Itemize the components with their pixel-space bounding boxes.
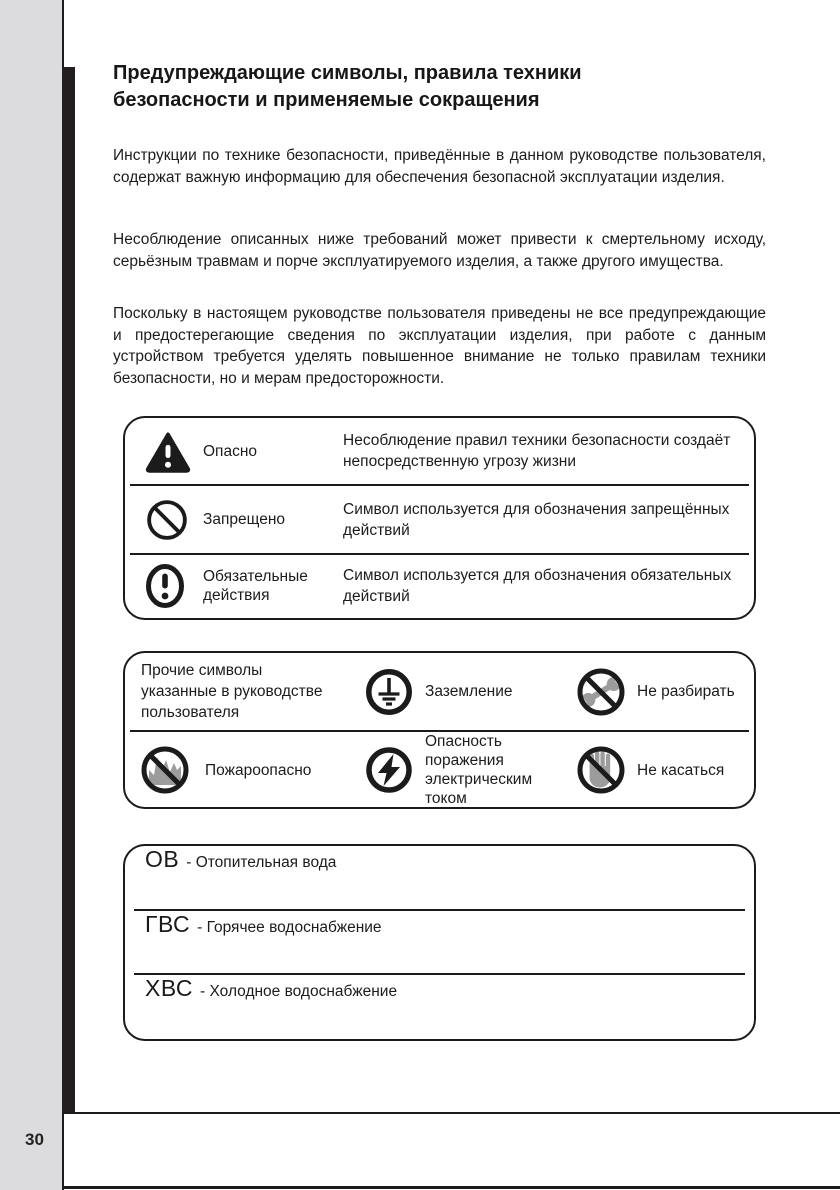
fire-hazard-icon [139,744,191,796]
icon-cell [125,430,197,473]
symbol-label: Не разбирать [637,683,735,700]
table-row [125,653,754,730]
abbreviations-table [123,844,756,1041]
warning-symbols-table [123,416,756,620]
symbol-cell [125,744,361,796]
table-row [125,418,754,484]
icon-cell [125,498,197,542]
symbol-label: Пожароопасно [205,761,312,779]
intro-paragraph-3: Поскольку в настоящем руководстве пользователя приведены не все предупреждающие и предостерегающие сведения по эксплуатации изделия, при работе с данным устройством требуется уделять повышенное внимание не только правилам техники безопасности, но и мерам предосторожности. [113,305,766,387]
grounding-icon [365,668,413,716]
icon-cell [573,744,629,796]
no-disassemble-icon [575,666,627,718]
symbol-label: Запрещено [203,511,285,528]
mandatory-icon [145,563,185,609]
symbol-label: Не касаться [637,761,725,779]
abbreviation-row [125,911,754,973]
icon-cell [361,668,417,716]
intro-paragraph-2: Несоблюдение описанных ниже требований может привести к смертельному исходу, серьёзным травмам и порче эксплуатируемого изделия, а также другого имущества. [113,231,766,270]
other-symbols-intro: Прочие символы указанные в руководстве пользователя [141,662,323,721]
abbreviation: ХВС [145,975,194,1001]
icon-cell [573,666,629,718]
intro-paragraph-1: Инструкции по технике безопасности, приведённые в данном руководстве пользователя, содержат важную информацию для обеспечения безопасной эксплуатации изделия. [113,147,766,186]
abbreviation-meaning: - Горячее водоснабжение [197,919,382,936]
page-title-line1: Предупреждающие символы, правила техники [113,62,582,84]
page-number: 30 [25,1130,44,1149]
no-touch-icon [575,744,627,796]
page-title [113,60,768,114]
symbol-label: Обязательные действия [203,568,308,604]
table-row [125,555,754,617]
icon-cell [125,563,197,609]
section-bar [62,67,75,1113]
page-bottom-rule [62,1186,840,1189]
table-row [125,486,754,553]
symbol-label: Опасность поражения электрическим током [425,733,533,807]
abbreviation: ГВС [145,911,191,937]
electric-shock-icon [364,745,414,795]
prohibited-icon [145,498,189,542]
symbol-description: Несоблюдение правил техники безопасности создаёт непосредственную угрозу жизни [343,432,731,470]
abbreviation-meaning: - Отопительная вода [186,854,337,871]
symbol-label: Опасно [203,442,258,460]
warning-triangle-icon [145,430,191,473]
abbreviation: ОВ [145,846,180,872]
icon-cell [137,744,193,796]
symbol-description: Символ используется для обозначения запрещённых действий [343,500,730,539]
abbreviation-row [125,846,754,909]
abbreviation-row [125,975,754,1038]
abbreviation-meaning: - Холодное водоснабжение [200,983,398,1000]
icon-cell [361,745,417,795]
table-row [125,732,754,806]
page-margin-sidebar [0,0,62,1190]
symbol-label: Заземление [425,683,513,700]
other-symbols-table [123,651,756,809]
symbol-description: Символ используется для обозначения обязательных действий [343,567,732,605]
footer-rule [64,1112,840,1114]
page-title-line2: безопасности и применяемые сокращения [113,89,540,111]
